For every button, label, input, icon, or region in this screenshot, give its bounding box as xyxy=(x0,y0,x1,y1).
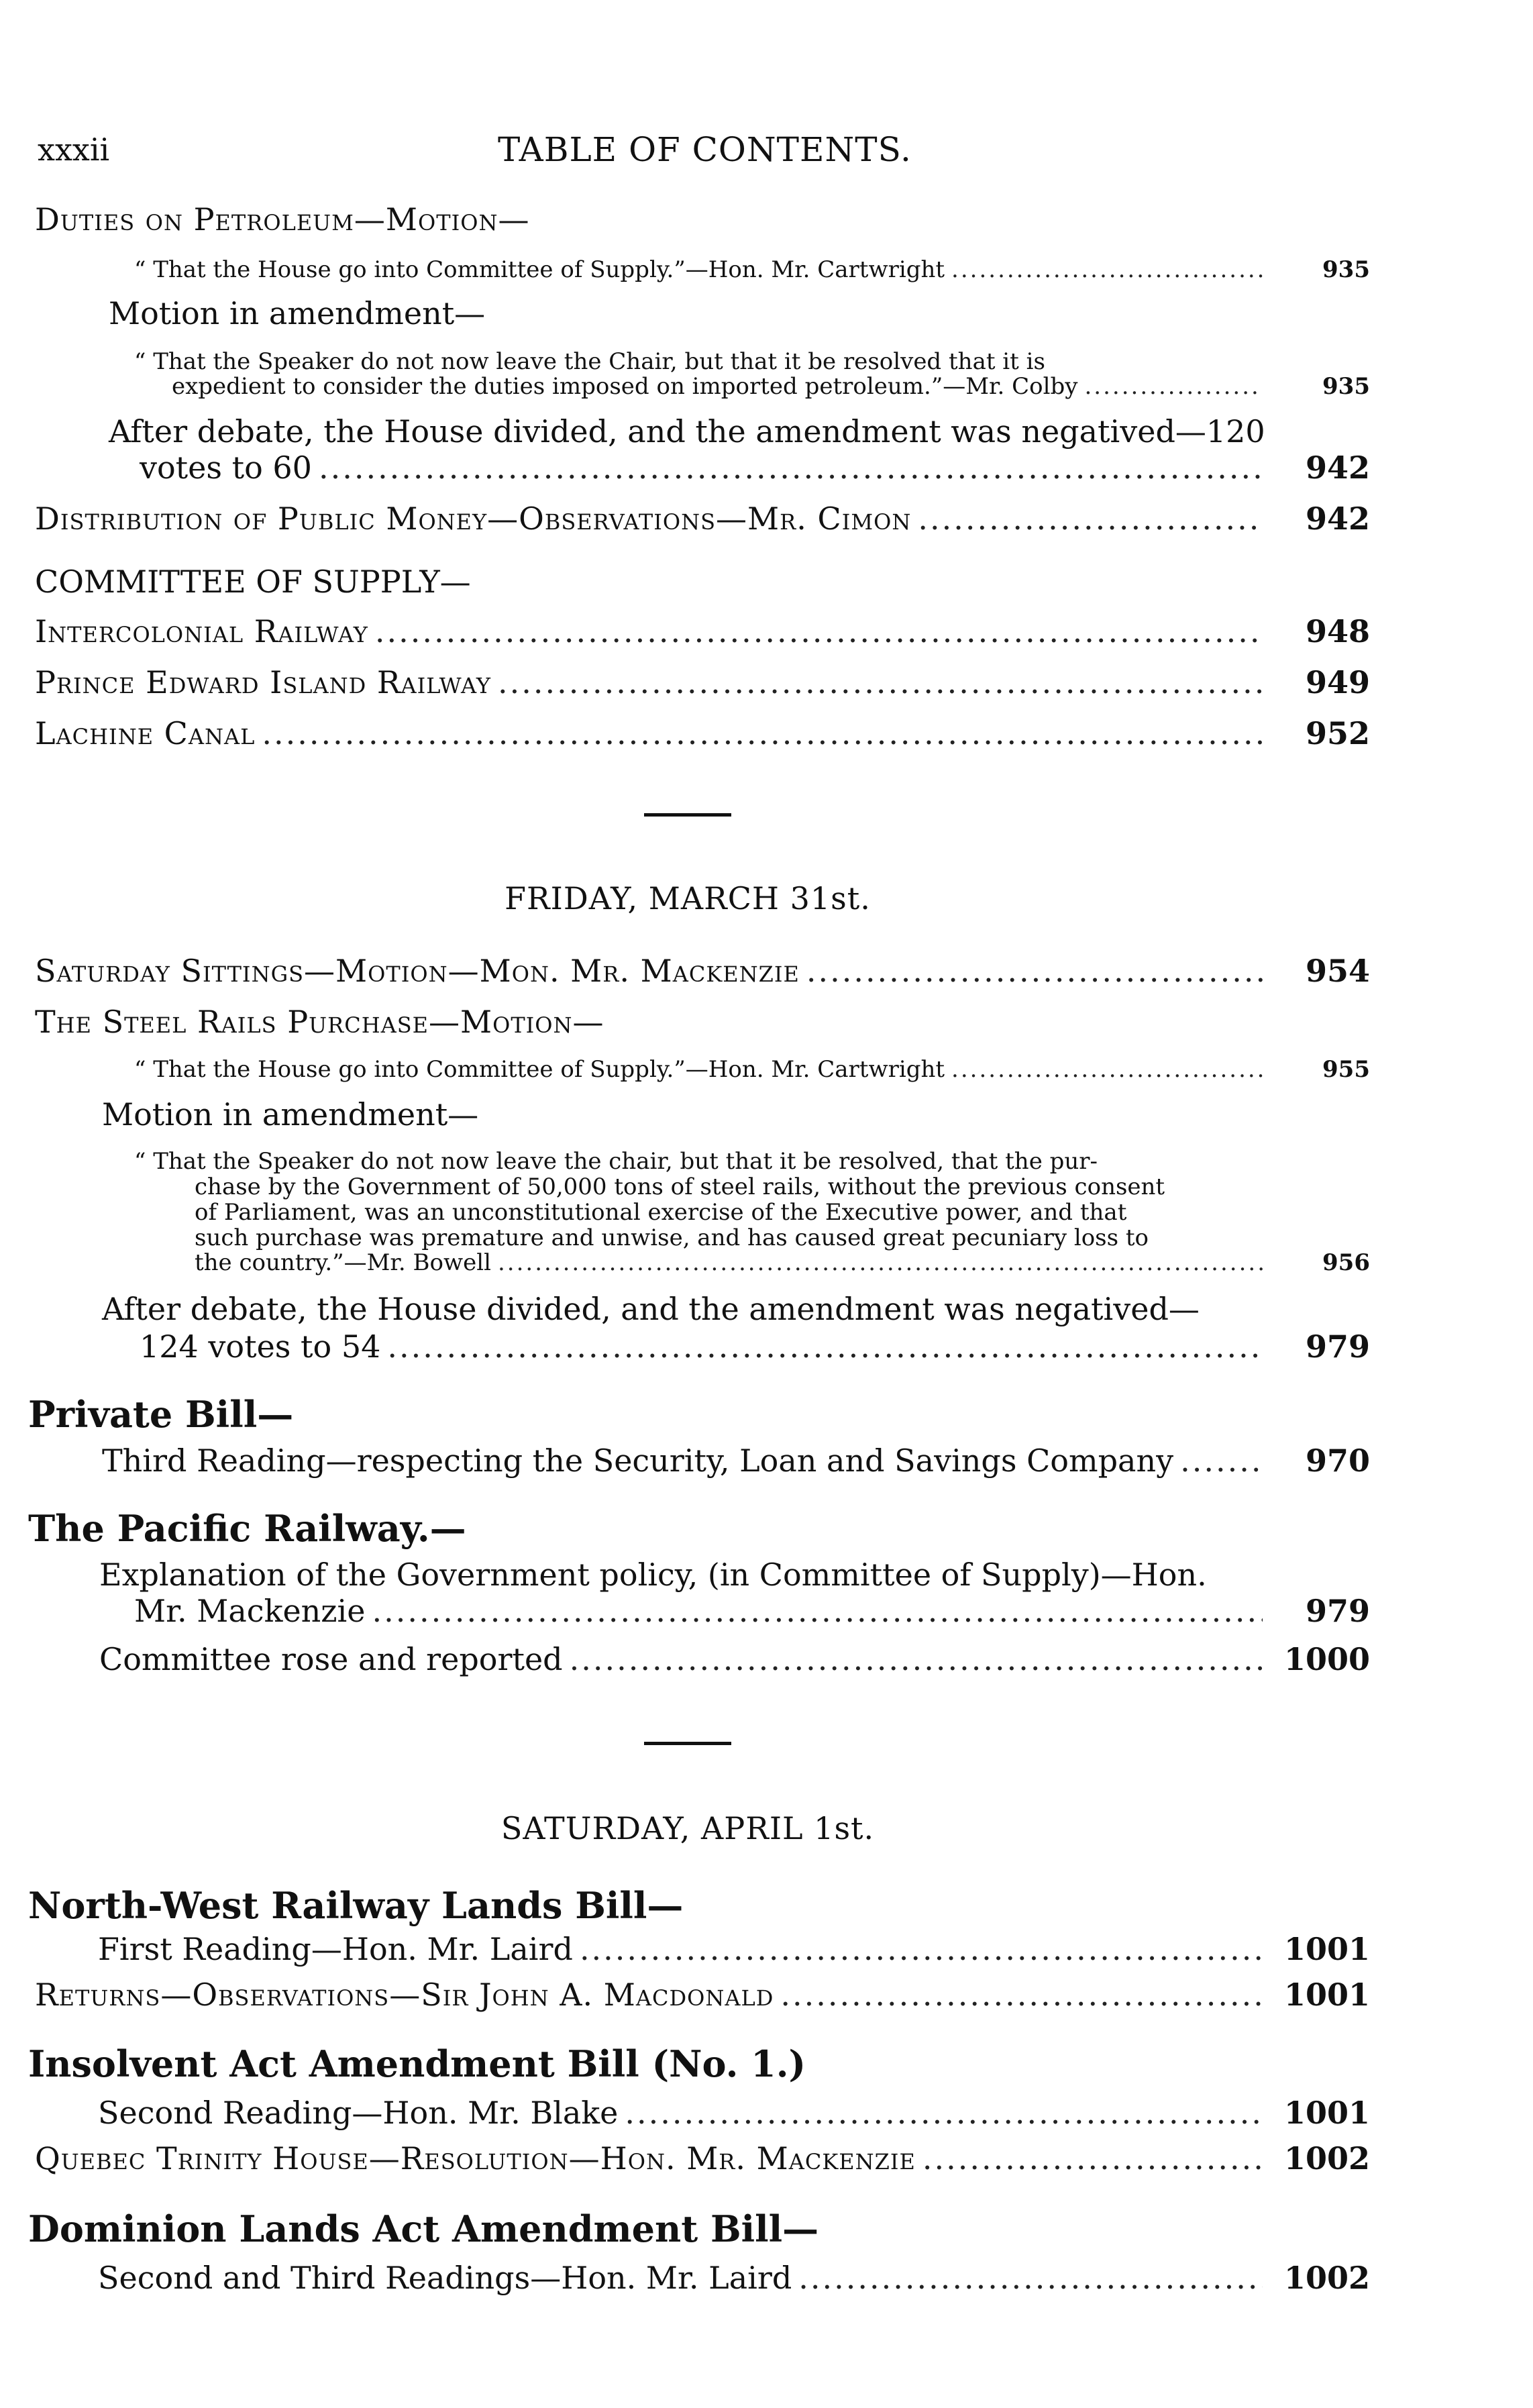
entry-after-debate-2-line-1: After debate, the House divided, and the amendment was negatived— xyxy=(102,1291,1200,1327)
entry-pei-railway: Prince Edward Island Railway ..... 949 xyxy=(35,664,1370,700)
entry-steel-quote-2-line-1: “ That the Speaker do not now leave the chair, but that it be resolved, that the pur- xyxy=(134,1148,1098,1175)
entry-second-reading: Second Reading—Hon. Mr. Blake ..... 1001 xyxy=(98,2095,1370,2131)
entry-motion-in-amendment-2: Motion in amendment— xyxy=(102,1096,479,1133)
entry-quebec-trinity-house: Quebec Trinity House—Resolution—Hon. Mr. Mackenzie ..... 1002 xyxy=(35,2140,1370,2177)
entry-motion-in-amendment-1: Motion in amendment— xyxy=(109,295,486,331)
entry-duties-quote-1: “ That the House go into Committee of Supply.”—Hon. Mr. Cartwright ..... 935 xyxy=(134,256,1370,283)
entry-steel-quote-2-line-2: chase by the Government of 50,000 tons of steel rails, without the previous consent xyxy=(195,1173,1165,1200)
entry-lachine-canal: Lachine Canal ..... 952 xyxy=(35,715,1370,751)
entry-steel-rails-purchase: The Steel Rails Purchase—Motion— xyxy=(35,1004,604,1040)
entry-intercolonial-railway: Intercolonial Railway ..... 948 xyxy=(35,613,1370,649)
entry-after-debate-2: 124 votes to 54 ..... 979 xyxy=(140,1328,1370,1365)
entry-explanation: Mr. Mackenzie ..... 979 xyxy=(134,1593,1370,1629)
entry-returns: Returns—Observations—Sir John A. Macdonald ..... 1001 xyxy=(35,1977,1370,2013)
heading-committee-of-supply: COMMITTEE OF SUPPLY— xyxy=(35,564,471,600)
heading-dominion-lands: Dominion Lands Act Amendment Bill— xyxy=(28,2207,819,2250)
date-heading-friday: FRIDAY, MARCH 31st. xyxy=(505,880,871,917)
section-divider xyxy=(644,813,731,817)
entry-committee-rose: Committee rose and reported ..... 1000 xyxy=(99,1641,1370,1677)
entry-duties-on-petroleum: Duties on Petroleum—Motion— xyxy=(35,201,530,238)
heading-insolvent-act: Insolvent Act Amendment Bill (No. 1.) xyxy=(28,2042,806,2085)
page-number: xxxii xyxy=(38,132,110,168)
section-divider xyxy=(644,1742,731,1745)
entry-distribution-public-money: Distribution of Public Money—Observations—Mr. Cimon ..... 942 xyxy=(35,501,1370,537)
entry-duties-quote-2: expedient to consider the duties imposed on imported petroleum.”—Mr. Colby ..... 935 xyxy=(172,373,1370,400)
entry-second-third-readings: Second and Third Readings—Hon. Mr. Laird ..... 1002 xyxy=(98,2260,1370,2296)
entry-third-reading: Third Reading—respecting the Security, Loan and Savings Company ..... 970 xyxy=(102,1443,1370,1479)
entry-after-debate-1-line-1: After debate, the House divided, and the amendment was negatived—120 xyxy=(109,413,1265,450)
entry-duties-quote-2-line-1: “ That the Speaker do not now leave the Chair, but that it be resolved that it is xyxy=(134,348,1045,375)
entry-steel-quote-2-line-4: such purchase was premature and unwise, and has caused great pecuniary loss to xyxy=(195,1224,1149,1251)
heading-pacific-railway: The Pacific Railway.— xyxy=(28,1507,466,1550)
entry-steel-quote-2: the country.”—Mr. Bowell ..... 956 xyxy=(195,1249,1370,1276)
entry-explanation-line-1: Explanation of the Government policy, (in Committee of Supply)—Hon. xyxy=(99,1557,1207,1593)
heading-private-bill: Private Bill— xyxy=(28,1393,294,1436)
date-heading-saturday: SATURDAY, APRIL 1st. xyxy=(500,1810,875,1846)
entry-first-reading: First Reading—Hon. Mr. Laird ..... 1001 xyxy=(98,1931,1370,1967)
entry-saturday-sittings: Saturday Sittings—Motion—Mon. Mr. Mackenzie ..... 954 xyxy=(35,953,1370,989)
entry-steel-quote-2-line-3: of Parliament, was an unconstitutional exercise of the Executive power, and that xyxy=(195,1199,1127,1226)
page-title: TABLE OF CONTENTS. xyxy=(498,130,912,169)
entry-steel-quote-1: “ That the House go into Committee of Supply.”—Hon. Mr. Cartwright ..... 955 xyxy=(134,1056,1370,1083)
heading-north-west-railway: North-West Railway Lands Bill— xyxy=(28,1884,684,1927)
entry-after-debate-1: votes to 60 ..... 942 xyxy=(140,450,1370,486)
